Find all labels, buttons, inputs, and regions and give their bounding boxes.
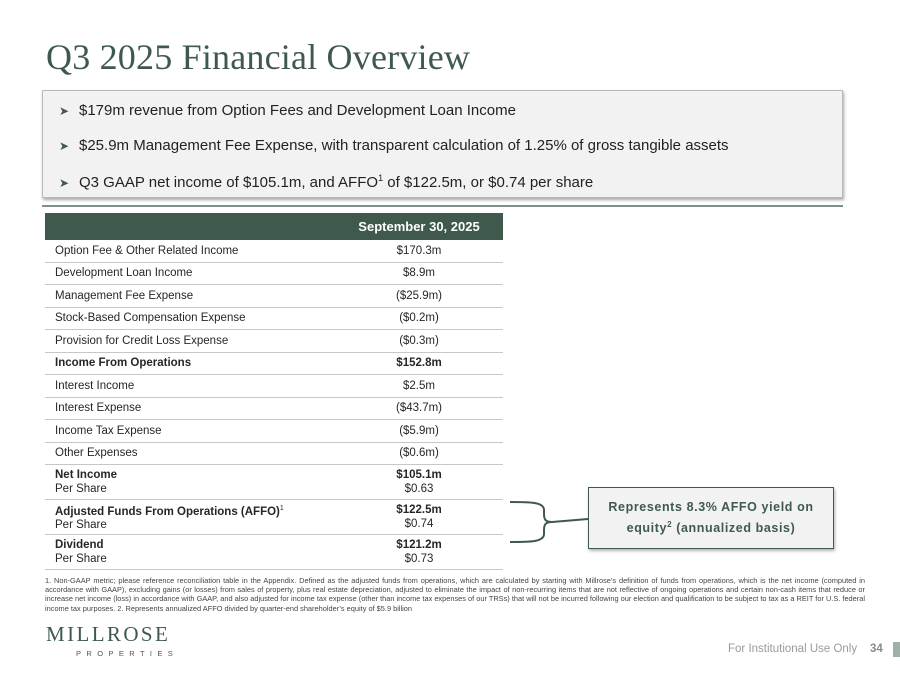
bullet-text: $25.9m Management Fee Expense, with transparent calculation of 1.25% of gross tangible assets (79, 137, 729, 154)
table-header-period: September 30, 2025 (335, 213, 503, 240)
callout-text-main: Represents 8.3% AFFO yield on equity (608, 499, 814, 536)
table-row (45, 285, 503, 308)
row-label: Income From Operations (55, 357, 192, 370)
row-label: Option Fee & Other Related Income (45, 240, 335, 262)
financial-table (45, 213, 503, 570)
page-number: 34 (870, 643, 883, 655)
row-value: ($43.7m) (335, 397, 503, 420)
highlights-box (42, 90, 843, 198)
row-label: Development Loan Income (45, 262, 335, 285)
arrowhead-bullet-icon: ➤ (59, 176, 70, 190)
row-label: Adjusted Funds From Operations (AFFO) (55, 505, 280, 518)
table-row (45, 240, 503, 262)
bullet-text: Q3 GAAP net income of $105.1m, and AFFO (79, 174, 379, 191)
table-row (45, 330, 503, 353)
row-label-cell (45, 500, 335, 535)
bullet-item (59, 173, 593, 191)
row-value-cell (335, 352, 503, 375)
arrowhead-bullet-icon: ➤ (59, 104, 70, 118)
table-row (45, 375, 503, 398)
footnote-ref: 1 (378, 173, 384, 183)
row-label: Income Tax Expense (45, 420, 335, 443)
divider (42, 205, 843, 207)
row-sub-value: $0.74 (404, 518, 434, 530)
row-sub-value: $0.63 (404, 483, 434, 495)
row-label: Interest Expense (45, 397, 335, 420)
row-label: Dividend (55, 539, 104, 551)
table-row (45, 442, 503, 465)
footnote-ref: 1 (279, 504, 284, 512)
table-row-affo (45, 500, 503, 535)
row-sub-label: Per Share (55, 553, 107, 565)
row-label: Provision for Credit Loss Expense (45, 330, 335, 353)
row-value: $8.9m (335, 262, 503, 285)
row-value: ($0.2m) (335, 307, 503, 330)
row-label-cell (45, 465, 335, 500)
bullet-item (59, 102, 516, 119)
footer-disclaimer: For Institutional Use Only (728, 643, 858, 655)
table-row-subtotal (45, 352, 503, 375)
bullet-text: $179m revenue from Option Fees and Development Loan Income (79, 102, 516, 119)
row-value: ($0.6m) (335, 442, 503, 465)
logo-name: MILLROSE (46, 622, 171, 646)
row-sub-value: $0.73 (404, 553, 434, 565)
row-value: ($5.9m) (335, 420, 503, 443)
row-value: $2.5m (335, 375, 503, 398)
row-label: Other Expenses (45, 442, 335, 465)
row-value: ($0.3m) (335, 330, 503, 353)
row-label: Interest Income (45, 375, 335, 398)
table-row (45, 397, 503, 420)
company-logo (46, 622, 178, 658)
curly-brace-icon (508, 500, 590, 544)
callout-text (599, 499, 823, 537)
row-value-cell (335, 500, 503, 535)
callout-text-tail: (annualized basis) (672, 521, 796, 536)
row-label-cell (45, 535, 335, 570)
row-value-cell (335, 465, 503, 500)
row-label: Management Fee Expense (45, 285, 335, 308)
table-row (45, 307, 503, 330)
footnote: 1. Non-GAAP metric; please reference reconciliation table in the Appendix. Defined as the adjusted funds from operations, which are calculated by starting with Millrose’s definition of funds from operations, which is the net income (computed in accordance with GAAP), excluding gains (or losses) from sales of property, plus real estate depreciation, adjusted to eliminate the impact of non-recurring items that are not reflective of ongoing operations and certain non-cash items that reduce or increase net income (loss) in accordance with GAAP, and also adjusted for income tax expense (other than income tax expenses of our TRSs) that will not be incurred following our election and qualification to be subject to tax as a REIT for U.S. federal income tax purposes. 2. Represents annualized AFFO divided by quarter-end shareholder’s equity of $5.9 billion (45, 576, 865, 613)
table-row (45, 420, 503, 443)
bullet-item (59, 137, 729, 154)
row-label: Net Income (55, 469, 117, 481)
footnote-ref: 2 (667, 519, 673, 529)
row-value: $122.5m (396, 504, 442, 516)
row-value: $170.3m (335, 240, 503, 262)
affo-yield-callout (588, 487, 834, 549)
logo-subtitle: PROPERTIES (76, 649, 179, 658)
row-value-cell (335, 535, 503, 570)
table-row (45, 262, 503, 285)
row-value: $152.8m (396, 357, 442, 370)
row-value: $121.2m (396, 539, 442, 551)
table-row-net-income (45, 465, 503, 500)
row-value: ($25.9m) (335, 285, 503, 308)
bullet-text: of $122.5m, or $0.74 per share (383, 174, 594, 191)
row-label-cell (45, 352, 335, 375)
page-marker-bar (893, 642, 900, 657)
table-row-dividend (45, 535, 503, 570)
arrowhead-bullet-icon: ➤ (59, 139, 70, 153)
row-sub-label: Per Share (55, 483, 107, 495)
row-value: $105.1m (396, 469, 442, 481)
row-label: Stock-Based Compensation Expense (45, 307, 335, 330)
row-sub-label: Per Share (55, 519, 107, 532)
page-title: Q3 2025 Financial Overview (46, 37, 471, 77)
table-header-blank (45, 213, 335, 240)
